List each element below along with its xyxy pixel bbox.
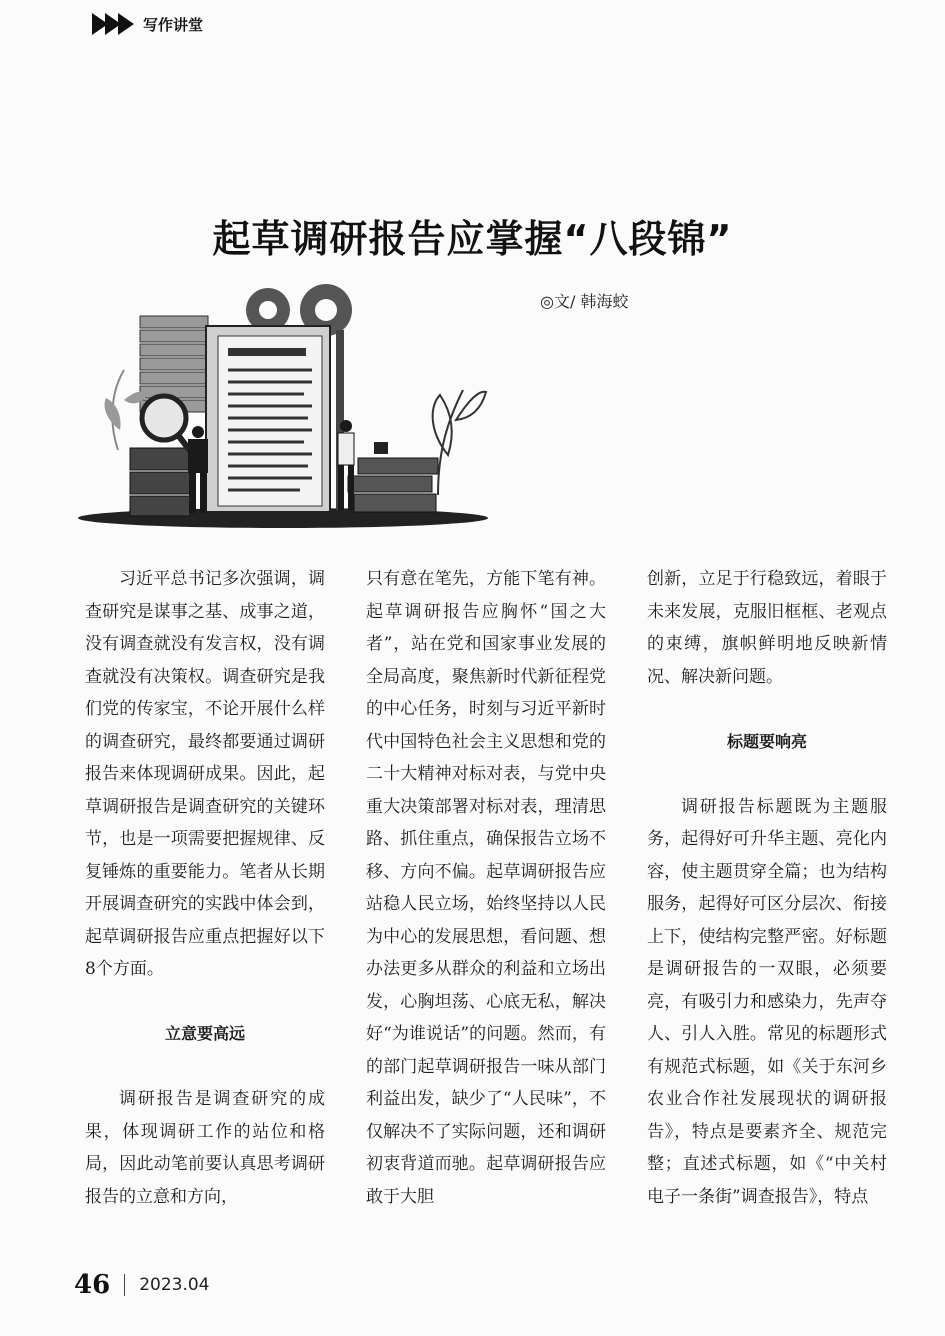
page-number: 46 (74, 1270, 111, 1300)
text-column-1 (85, 563, 325, 1213)
article-title: 起草调研报告应掌握“八段锦” (212, 217, 733, 261)
section-heading: 标题要响亮 (726, 731, 807, 751)
text-column-2 (366, 563, 606, 1213)
paragraph-spacer (85, 986, 325, 1019)
issue-date: 2023.04 (139, 1275, 210, 1295)
paragraph-spacer (647, 693, 887, 726)
research-report-illustration (78, 280, 498, 535)
body-paragraph: 创新，立足于行稳致远，着眼于未来发展，克服旧框框、老观点的束缚，旗帜鲜明地反映新情况、解决新问题。 (647, 569, 887, 687)
section-label: 写作讲堂 (143, 15, 204, 34)
paragraph-spacer (647, 758, 887, 791)
section-heading: 立意要高远 (164, 1024, 245, 1043)
body-paragraph: 调研报告是调查研究的成果，体现调研工作的站位和格局，因此动笔前要认真思考调研报告的立意和方向， (85, 1089, 325, 1207)
text-column-3 (647, 563, 887, 1213)
footer-divider (124, 1274, 125, 1296)
article-byline: ◎文/ 韩海蛟 (540, 292, 629, 311)
section-tag (92, 10, 203, 38)
page-footer (74, 1270, 210, 1300)
body-paragraph: 只有意在笔先，方能下笔有神。起草调研报告应胸怀“国之大者”，站在党和国家事业发展的全局高度，聚焦新时代新征程党的中心任务，时刻与习近平新时代中国特色社会主义思想和党的二十大精神对标对表，与党中央重大决策部署对标对表，理清思路、抓住重点，确保报告立场不移、方向不偏。起草调研报告应站稳人民立场，始终坚持以人民为中心的发展思想，看问题、想办法更多从群众的利益和立场出发，心胸坦荡、心底无私，解决好“为谁说话”的问题。然而，有的部门起草调研报告一味从部门利益出发，缺少了“人民味”，不仅解决不了实际问题，还和调研初衷背道而驰。起草调研报告应敢于大胆 (366, 569, 606, 1207)
paragraph-spacer (85, 1051, 325, 1084)
body-paragraph: 调研报告标题既为主题服务，起得好可升华主题、亮化内容，使主题贯穿全篇；也为结构服务，起得好可区分层次、衔接上下，使结构完整严密。好标题是调研报告的一双眼，必须要亮，有吸引力和感染力，先声夺人、引人入胜。常见的标题形式有规范式标题，如《关于东河乡农业合作社发展现状的调研报告》，特点是要素齐全、规范完整；直述式标题，如《“中关村电子一条街”调查报告》，特点 (647, 796, 887, 1207)
body-paragraph: 习近平总书记多次强调，调查研究是谋事之基、成事之道，没有调查就没有发言权，没有调查就没有决策权。调查研究是我们党的传家宝，不论开展什么样的调查研究，最终都要通过调研报告来体现调研成果。因此，起草调研报告是调查研究的关键环节，也是一项需要把握规律、反复锤炼的重要能力。笔者从长期开展调查研究的实践中体会到，起草调研报告应重点把握好以下8个方面。 (85, 569, 325, 979)
chevron-arrows-icon (92, 13, 131, 35)
